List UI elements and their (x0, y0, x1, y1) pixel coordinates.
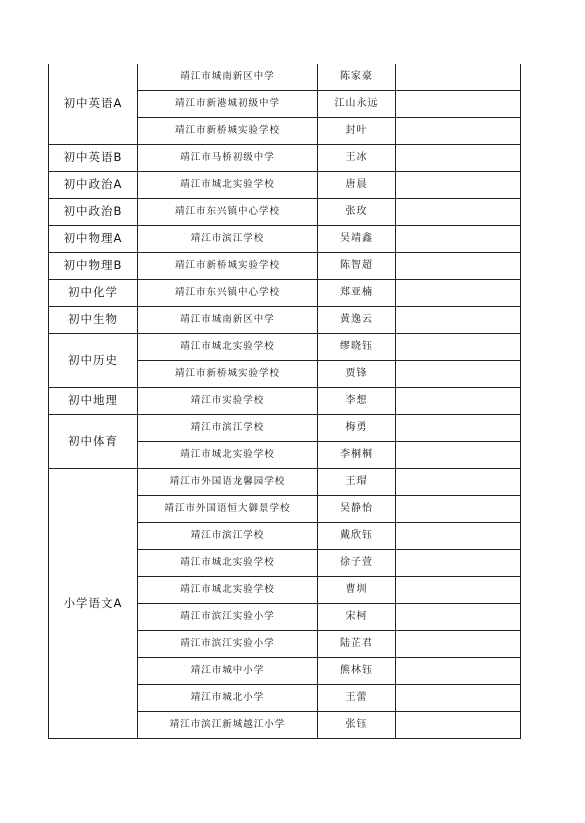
empty-cell (396, 658, 521, 685)
person-cell: 曹圳 (318, 577, 396, 604)
person-cell: 宋柯 (318, 604, 396, 631)
person-cell: 王冰 (318, 145, 396, 172)
empty-cell (396, 712, 521, 739)
table-row (49, 280, 521, 307)
table-row (49, 64, 521, 91)
school-cell: 靖江市滨江学校 (138, 523, 318, 550)
empty-cell (396, 361, 521, 388)
person-cell: 吴静怡 (318, 496, 396, 523)
school-cell: 靖江市滨江学校 (138, 226, 318, 253)
table-row (49, 334, 521, 361)
school-cell: 靖江市东兴镇中心学校 (138, 199, 318, 226)
empty-cell (396, 631, 521, 658)
school-cell: 靖江市新港城初级中学 (138, 91, 318, 118)
empty-cell (396, 199, 521, 226)
empty-cell (396, 550, 521, 577)
person-cell: 李桐桐 (318, 442, 396, 469)
empty-cell (396, 226, 521, 253)
table-row (49, 415, 521, 442)
person-cell: 陈智超 (318, 253, 396, 280)
subject-cell: 初中物理A (49, 226, 138, 253)
school-cell: 靖江市新桥城实验学校 (138, 253, 318, 280)
empty-cell (396, 307, 521, 334)
school-cell: 靖江市外国语恒大御景学校 (138, 496, 318, 523)
table-row (49, 226, 521, 253)
empty-cell (396, 685, 521, 712)
person-cell: 梅勇 (318, 415, 396, 442)
person-cell: 熊林钰 (318, 658, 396, 685)
subject-cell: 初中英语A (49, 64, 138, 145)
person-cell: 吴靖鑫 (318, 226, 396, 253)
empty-cell (396, 469, 521, 496)
empty-cell (396, 496, 521, 523)
table-row (49, 145, 521, 172)
school-cell: 靖江市城北小学 (138, 685, 318, 712)
empty-cell (396, 253, 521, 280)
subject-cell: 初中政治B (49, 199, 138, 226)
award-table-body (49, 64, 521, 739)
table-row (49, 199, 521, 226)
table-row (49, 172, 521, 199)
person-cell: 缪晓钰 (318, 334, 396, 361)
table-row (49, 469, 521, 496)
subject-cell: 初中英语B (49, 145, 138, 172)
person-cell: 张钰 (318, 712, 396, 739)
empty-cell (396, 145, 521, 172)
person-cell: 张玫 (318, 199, 396, 226)
subject-cell: 小学语文A (49, 469, 138, 739)
subject-cell: 初中化学 (49, 280, 138, 307)
school-cell: 靖江市城南新区中学 (138, 64, 318, 91)
person-cell: 王蕾 (318, 685, 396, 712)
person-cell: 戴欣钰 (318, 523, 396, 550)
person-cell: 王瑁 (318, 469, 396, 496)
school-cell: 靖江市外国语龙馨园学校 (138, 469, 318, 496)
school-cell: 靖江市滨江学校 (138, 415, 318, 442)
empty-cell (396, 388, 521, 415)
empty-cell (396, 64, 521, 91)
school-cell: 靖江市滨江实验小学 (138, 604, 318, 631)
subject-cell: 初中物理B (49, 253, 138, 280)
person-cell: 李想 (318, 388, 396, 415)
table-row (49, 307, 521, 334)
person-cell: 江山永远 (318, 91, 396, 118)
school-cell: 靖江市城中小学 (138, 658, 318, 685)
person-cell: 徐子萱 (318, 550, 396, 577)
empty-cell (396, 118, 521, 145)
school-cell: 靖江市城北实验学校 (138, 577, 318, 604)
empty-cell (396, 442, 521, 469)
person-cell: 封叶 (318, 118, 396, 145)
person-cell: 黄逸云 (318, 307, 396, 334)
empty-cell (396, 280, 521, 307)
person-cell: 郑亚楠 (318, 280, 396, 307)
school-cell: 靖江市实验学校 (138, 388, 318, 415)
school-cell: 靖江市城北实验学校 (138, 550, 318, 577)
table-row (49, 253, 521, 280)
empty-cell (396, 523, 521, 550)
school-cell: 靖江市滨江新城越江小学 (138, 712, 318, 739)
table-row (49, 388, 521, 415)
person-cell: 贾锋 (318, 361, 396, 388)
school-cell: 靖江市城北实验学校 (138, 442, 318, 469)
school-cell: 靖江市城北实验学校 (138, 172, 318, 199)
school-cell: 靖江市城北实验学校 (138, 334, 318, 361)
subject-cell: 初中政治A (49, 172, 138, 199)
school-cell: 靖江市东兴镇中心学校 (138, 280, 318, 307)
subject-cell: 初中历史 (49, 334, 138, 388)
person-cell: 陈家豪 (318, 64, 396, 91)
school-cell: 靖江市马桥初级中学 (138, 145, 318, 172)
empty-cell (396, 415, 521, 442)
person-cell: 陆芷君 (318, 631, 396, 658)
award-table (48, 64, 521, 739)
person-cell: 唐晨 (318, 172, 396, 199)
subject-cell: 初中地理 (49, 388, 138, 415)
empty-cell (396, 577, 521, 604)
award-table-page (48, 64, 520, 739)
empty-cell (396, 91, 521, 118)
school-cell: 靖江市新桥城实验学校 (138, 361, 318, 388)
school-cell: 靖江市城南新区中学 (138, 307, 318, 334)
subject-cell: 初中生物 (49, 307, 138, 334)
empty-cell (396, 172, 521, 199)
subject-cell: 初中体育 (49, 415, 138, 469)
school-cell: 靖江市滨江实验小学 (138, 631, 318, 658)
empty-cell (396, 334, 521, 361)
school-cell: 靖江市新桥城实验学校 (138, 118, 318, 145)
empty-cell (396, 604, 521, 631)
